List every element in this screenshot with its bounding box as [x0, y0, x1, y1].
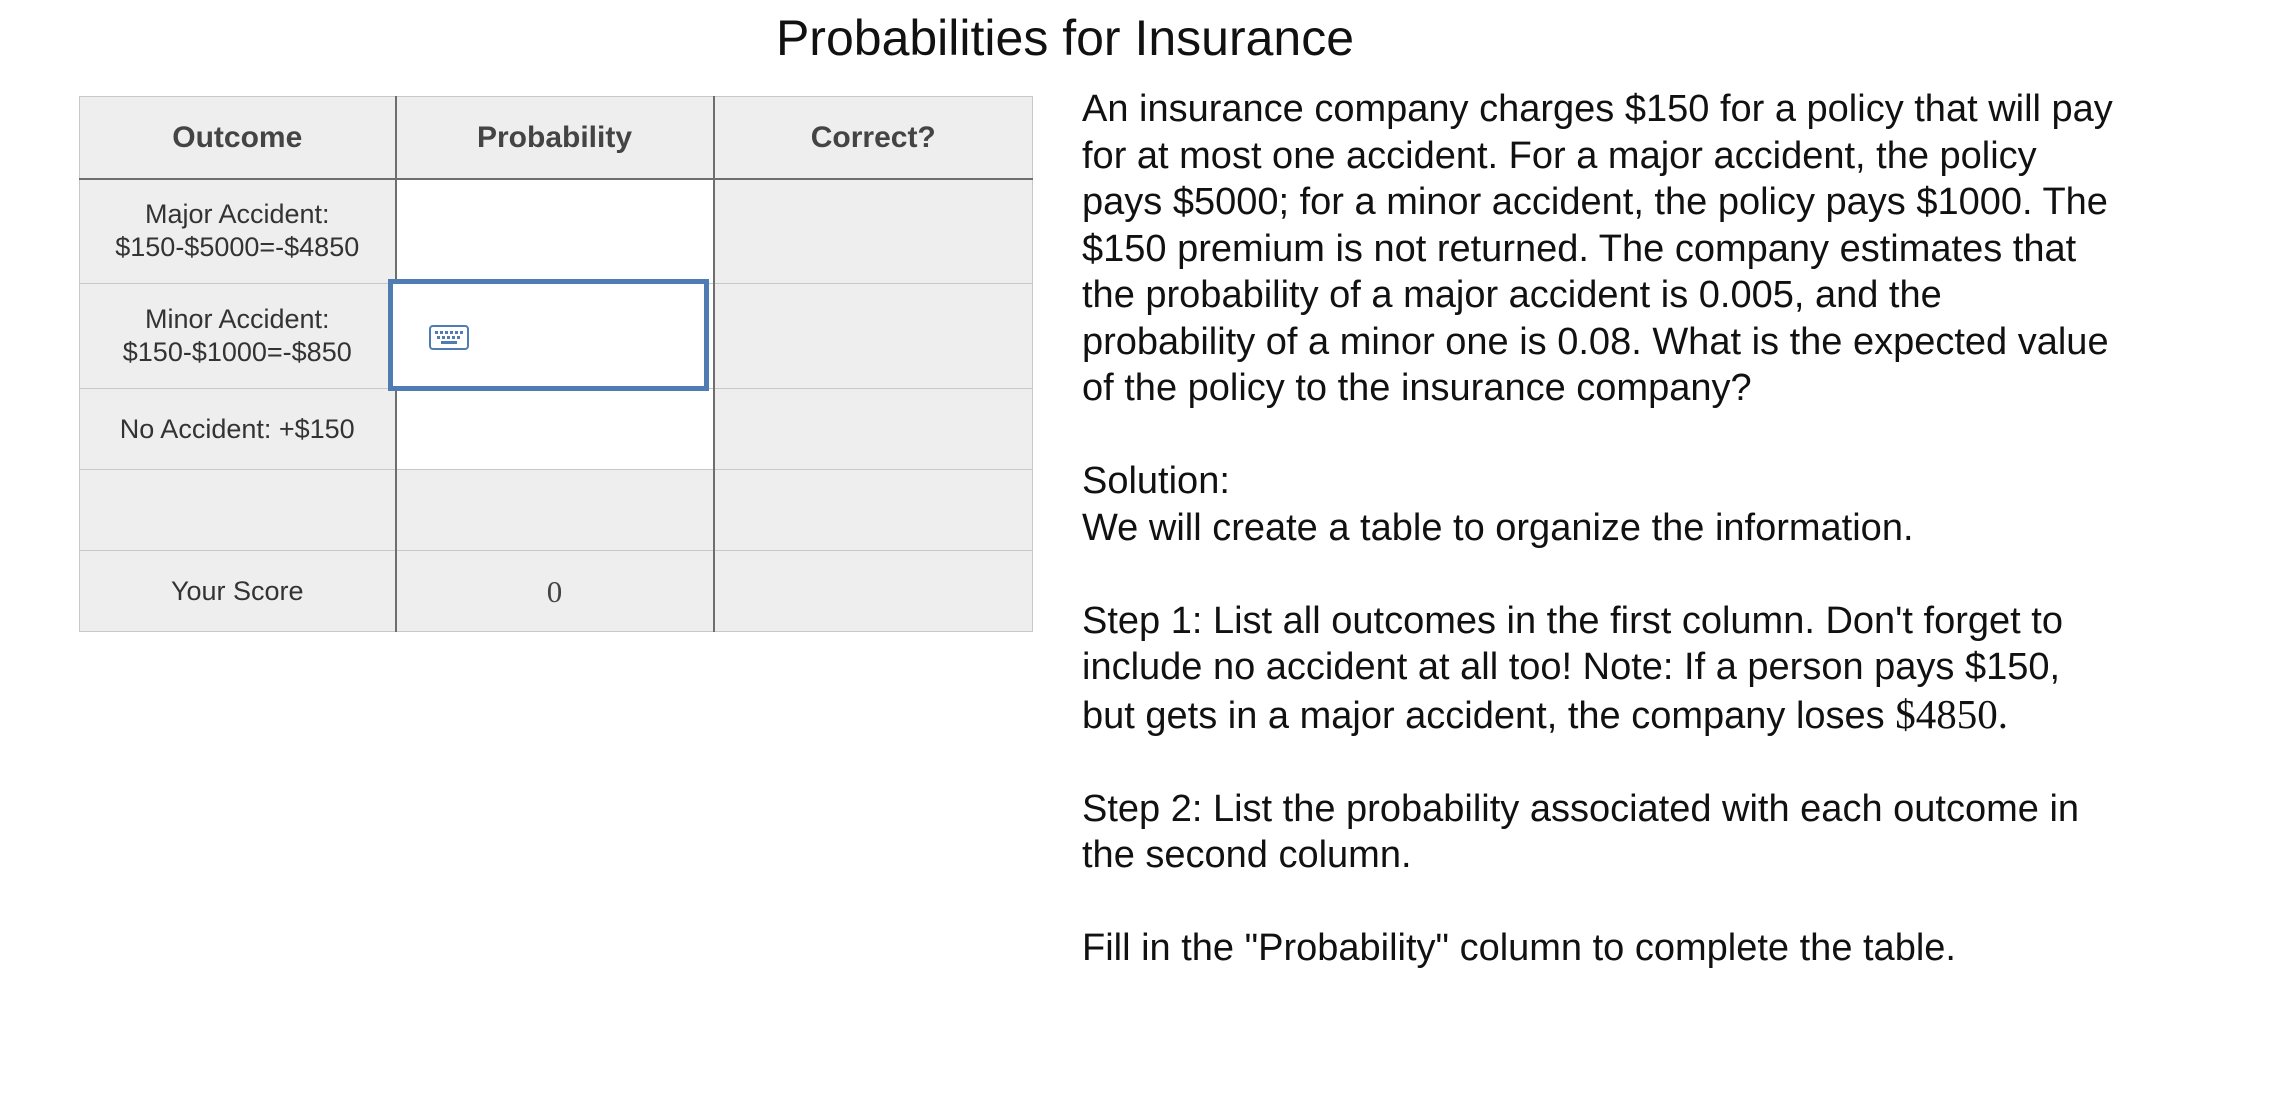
outcome-cell [80, 179, 396, 284]
table-row [80, 470, 1033, 551]
header-probability: Probability [396, 97, 714, 179]
problem-text [1082, 86, 2122, 972]
step-1 [1082, 598, 2122, 740]
page-title: Probabilities for Insurance [775, 10, 1355, 66]
probability-cell-blank [396, 470, 714, 551]
solution-intro: We will create a table to organize the information. [1082, 506, 1914, 549]
step-2: Step 2: List the probability associated with each outcome in the second column. [1082, 787, 2080, 876]
correct-cell [714, 470, 1033, 551]
probability-input-none[interactable] [396, 389, 714, 470]
outcome-value: $150-$1000=-$850 [122, 337, 352, 367]
outcome-cell [80, 284, 396, 389]
keyboard-icon[interactable] [429, 325, 469, 350]
table-row [80, 179, 1033, 284]
outcome-label: Minor Accident: [144, 304, 330, 334]
probability-input-major[interactable] [396, 179, 714, 284]
outcome-label: No Accident: +$150 [119, 413, 355, 444]
table-header-row [80, 97, 1033, 179]
outcome-value: $150-$5000=-$4850 [115, 232, 360, 263]
header-outcome: Outcome [80, 97, 396, 179]
step-1-math: $4850. [1895, 690, 2008, 737]
active-probability-input[interactable] [388, 279, 709, 391]
solution-label: Solution: [1082, 460, 1230, 502]
correct-cell [714, 389, 1033, 470]
step-1-text: Step 1: List all outcomes in the first column. Don't forget to include no accident at all too! Note: If a person pays $150, but gets in a major accident, the company loses [1082, 599, 2063, 737]
problem-statement: An insurance company charges $150 for a policy that will pay for at most one accident. For a major accident, the policy pays $5000; for a minor accident, the policy pays $1000. The $150 premium is not returned. The company estimates that the probability of a major accident is 0.005, and the probability of a minor one is 0.08. What is the expected value of the policy to the insurance company? [1082, 88, 2113, 409]
correct-cell [714, 284, 1033, 389]
outcome-cell [80, 389, 396, 470]
correct-cell [714, 179, 1033, 284]
score-label: Your Score [80, 551, 396, 632]
outcome-label: Major Accident: [144, 199, 330, 230]
table-row [80, 389, 1033, 470]
score-correct-cell [714, 551, 1033, 632]
outcome-cell [80, 470, 396, 551]
score-value: 0 [396, 551, 714, 632]
score-row [80, 551, 1033, 632]
header-correct: Correct? [714, 97, 1033, 179]
instruction: Fill in the "Probability" column to complete the table. [1082, 927, 1956, 969]
